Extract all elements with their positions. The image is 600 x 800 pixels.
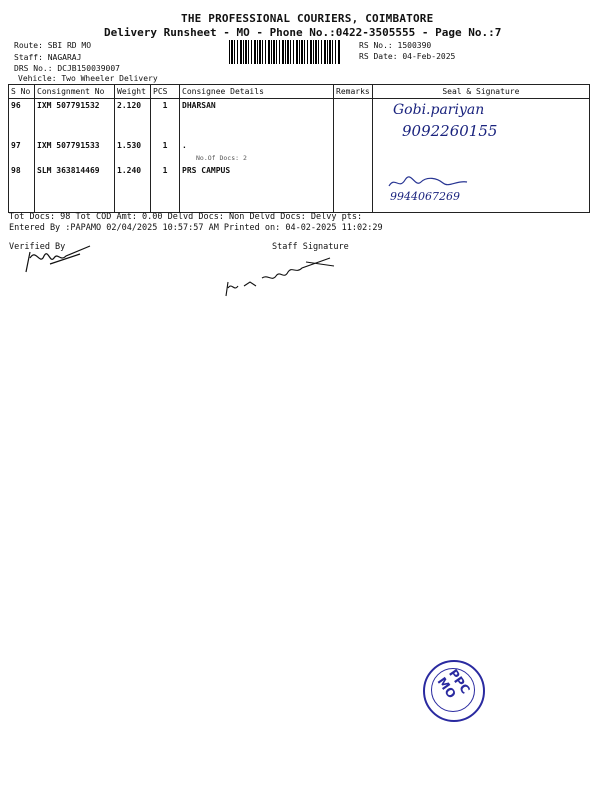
header-consignee: Consignee Details — [180, 85, 334, 99]
header-consignment: Consignment No — [35, 85, 115, 99]
runsheet-title: Delivery Runsheet - MO - Phone No.:0422-3505555 - Page No.:7 — [104, 26, 502, 39]
header-sno: S No — [9, 85, 35, 99]
cell-signature — [372, 139, 589, 164]
cell-sno: 98 — [9, 164, 35, 213]
cell-pcs: 1 — [151, 139, 180, 164]
header-signature: Seal & Signature — [372, 85, 589, 99]
table-row — [9, 139, 590, 164]
cell-consignment: SLM 363814469 — [35, 164, 115, 213]
cell-weight: 1.530 — [115, 139, 151, 164]
cell-consignee: DHARSAN — [180, 99, 334, 140]
cell-remarks — [334, 164, 373, 213]
route-label: Route: SBI RD MO — [14, 41, 92, 50]
barcode — [229, 40, 341, 64]
cell-consignee — [180, 139, 334, 164]
cell-consignment: IXM 507791533 — [35, 139, 115, 164]
header-remarks: Remarks — [334, 85, 373, 99]
rs-number: RS No.: 1500390 — [359, 41, 432, 50]
staff-signature-label: Staff Signature — [272, 242, 349, 252]
staff-signature — [222, 252, 342, 300]
cell-pcs: 1 — [151, 164, 180, 213]
cell-consignment: IXM 507791532 — [35, 99, 115, 140]
cell-pcs: 1 — [151, 99, 180, 140]
verified-by-label: Verified By — [9, 242, 66, 252]
stamp-text: PPC MO — [434, 666, 473, 701]
cell-consignee: PRS CAMPUS — [180, 164, 334, 213]
entered-line: Entered By :PAPAMO 02/04/2025 10:57:57 AM Printed on: 04-02-2025 11:02:29 — [9, 223, 383, 233]
runsheet-table — [8, 84, 590, 213]
handwritten-phone-1: 9092260155 — [402, 122, 498, 140]
vehicle-label: Vehicle: Two Wheeler Delivery — [18, 74, 158, 83]
header-pcs: PCS — [151, 85, 180, 99]
cell-sno: 97 — [9, 139, 35, 164]
header-weight: Weight — [115, 85, 151, 99]
table-row — [9, 164, 590, 213]
handwritten-name-1: Gobi.pariyan — [393, 102, 485, 118]
handwritten-phone-3: 9944067269 — [390, 190, 460, 203]
staff-label: Staff: NAGARAJ — [14, 53, 82, 62]
office-stamp — [423, 660, 485, 722]
cell-weight: 2.120 — [115, 99, 151, 140]
consignee-text: . — [182, 141, 187, 150]
rs-date: RS Date: 04-Feb-2025 — [359, 52, 456, 61]
cell-remarks — [334, 99, 373, 140]
table-header-row — [9, 85, 590, 99]
cell-weight: 1.240 — [115, 164, 151, 213]
table-row — [9, 99, 590, 140]
drs-number: DRS No.: DCJB150039007 — [14, 64, 120, 73]
cell-sno: 96 — [9, 99, 35, 140]
docs-count-note: No.Of Docs: 2 — [196, 154, 247, 162]
company-title: THE PROFESSIONAL COURIERS, COIMBATORE — [181, 12, 434, 25]
cell-remarks — [334, 139, 373, 164]
totals-line: Tot Docs: 98 Tot COD Amt: 0.00 Delvd Docs: Non Delvd Docs: Delvy pts: — [9, 212, 363, 222]
verifier-signature — [20, 244, 100, 278]
